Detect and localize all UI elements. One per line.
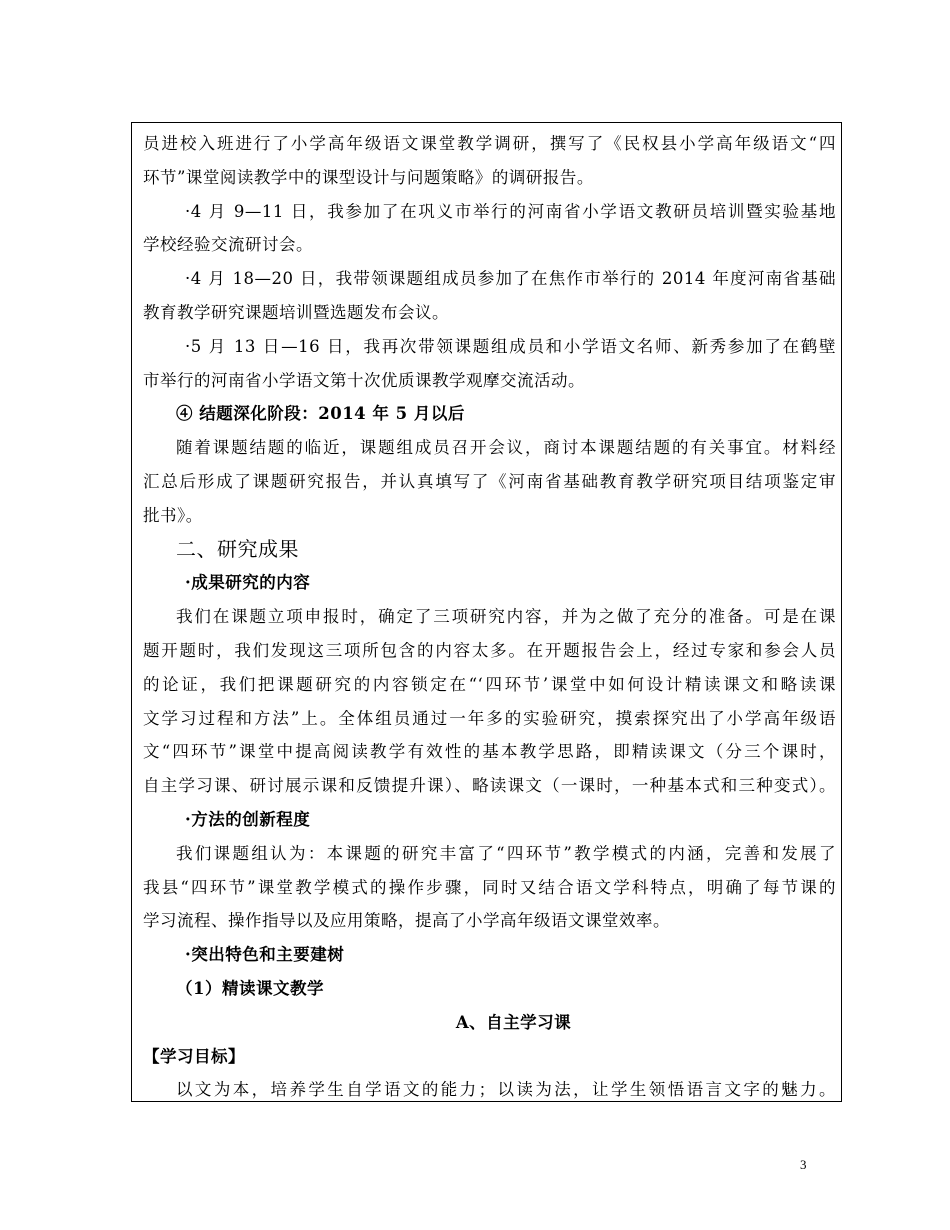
paragraph-line: 环节”课堂阅读教学中的课型设计与问题策略》的调研报告。 <box>143 167 594 187</box>
item-heading: （1）精读课文教学 <box>176 978 324 998</box>
paragraph-line: 批书》。 <box>143 505 203 525</box>
subsection-heading: ·方法的创新程度 <box>185 809 311 829</box>
paragraph-line: 以文为本，培养学生自学语文的能力；以读为法，让学生领悟语言文字的魅力。 <box>176 1080 836 1100</box>
paragraph-line: 汇总后形成了课题研究报告，并认真填写了《河南省基础教育教学研究项目结项鉴定审 <box>143 471 836 491</box>
section-heading: 二、研究成果 <box>176 536 299 561</box>
paragraph-line: 的论证，我们把课题研究的内容锁定在“‘四环节’课堂中如何设计精读课文和略读课 <box>143 674 836 694</box>
paragraph-line: 教育教学研究课题培训暨选题发布会议。 <box>143 302 449 322</box>
paragraph-line: 文学习过程和方法”上。全体组员通过一年多的实验研究，摸索探究出了小学高年级语 <box>143 708 836 728</box>
paragraph-line: 随着课题结题的临近，课题组成员召开会议，商讨本课题结题的有关事宜。材料经 <box>176 438 836 458</box>
subsection-heading: ·成果研究的内容 <box>185 573 311 593</box>
paragraph-line: 学习流程、操作指导以及应用策略，提高了小学高年级语文课堂效率。 <box>143 911 670 931</box>
paragraph-line: ·4 月 18—20 日，我带领课题组成员参加了在焦作市举行的 2014 年度河南省基础 <box>185 269 836 289</box>
subsection-heading: ·突出特色和主要建树 <box>185 945 345 965</box>
paragraph-line: 市举行的河南省小学语文第十次优质课教学观摩交流活动。 <box>143 370 585 390</box>
paragraph-line: 自主学习课、研讨展示课和反馈提升课）、略读课文（一课时，一种基本式和三种变式）。 <box>143 776 836 796</box>
lesson-title: A、自主学习课 <box>455 1012 572 1032</box>
page-number: 3 <box>800 1157 807 1172</box>
paragraph-line: 题开题时，我们发现这三项所包含的内容太多。在开题报告会上，经过专家和参会人员 <box>143 640 836 660</box>
stage-heading: ④ 结题深化阶段：2014 年 5 月以后 <box>176 404 465 424</box>
paragraph-line: 文“四环节”课堂中提高阅读教学有效性的基本教学思路，即精读课文（分三个课时， <box>143 742 836 762</box>
document-body <box>143 127 836 1107</box>
goal-label: 【学习目标】 <box>143 1046 245 1066</box>
paragraph-line: 员进校入班进行了小学高年级语文课堂教学调研，撰写了《民权县小学高年级语文“四 <box>143 134 836 153</box>
paragraph-line: 学校经验交流研讨会。 <box>143 235 313 255</box>
paragraph-line: ·5 月 13 日—16 日，我再次带领课题组成员和小学语文名师、新秀参加了在鹤壁 <box>185 336 836 356</box>
paragraph-line: 我们在课题立项申报时，确定了三项研究内容，并为之做了充分的准备。可是在课 <box>176 607 836 627</box>
paragraph-line: ·4 月 9—11 日，我参加了在巩义市举行的河南省小学语文教研员培训暨实验基地 <box>185 201 836 221</box>
paragraph-line: 我们课题组认为：本课题的研究丰富了“四环节”教学模式的内涵，完善和发展了 <box>176 843 836 863</box>
paragraph-line: 我县“四环节”课堂教学模式的操作步骤，同时又结合语文学科特点，明确了每节课的 <box>143 877 836 897</box>
